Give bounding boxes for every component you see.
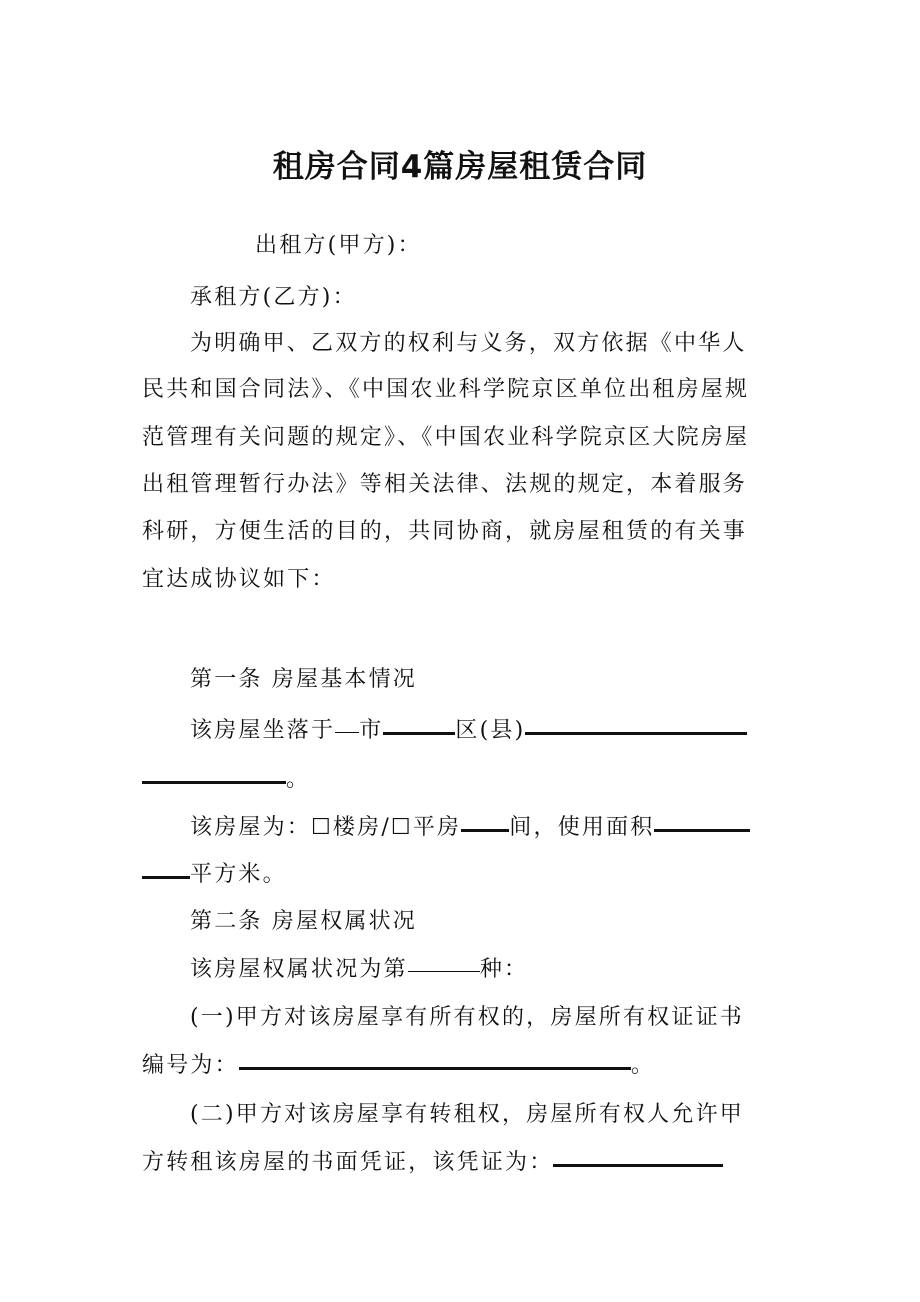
- area-unit: 平方米。: [190, 862, 287, 887]
- voucher-label: 方转租该房屋的书面凭证，该凭证为：: [142, 1150, 554, 1175]
- item-1-line-2: [142, 1046, 655, 1086]
- ownership-status-line: [190, 950, 528, 990]
- ownership-type-blank: [408, 971, 480, 972]
- item-1-line-1: (一)甲方对该房屋享有所有权的，房屋所有权证证书: [190, 1005, 744, 1030]
- location-text-3: 区(县): [455, 718, 526, 743]
- intro-line-6: 宜达成协议如下：: [142, 567, 336, 592]
- house-type-text: 该房屋为：☐楼房/☐平房: [190, 815, 462, 840]
- area-blank-1: [654, 829, 750, 832]
- ownership-status-text: 该房屋权属状况为第: [190, 957, 408, 982]
- address-blank-1: [525, 732, 747, 735]
- article-1-heading: 第一条 房屋基本情况: [190, 667, 417, 692]
- intro-line-1: 为明确甲、乙双方的权利与义务，双方依据《中华人: [190, 331, 747, 356]
- intro-line-4: 出租管理暂行办法》等相关法律、法规的规定，本着服务: [142, 472, 748, 497]
- intro-line-2: 民共和国合同法》、《中国农业科学院京区单位出租房屋规: [142, 377, 750, 402]
- house-type-line-2: [142, 855, 287, 895]
- area-text: 间，使用面积: [509, 815, 655, 840]
- address-blank-2: [142, 781, 286, 784]
- article-2-heading: 第二条 房屋权属状况: [190, 909, 417, 934]
- party-b-label: 承租方(乙方)：: [190, 285, 357, 310]
- certificate-label: 编号为：: [142, 1053, 239, 1078]
- location-line-2: [142, 760, 310, 800]
- location-text-1: 该房屋坐落于: [190, 718, 336, 743]
- intro-line-5: 科研，方便生活的目的，共同协商，就房屋租赁的有关事: [142, 519, 748, 544]
- rooms-blank: [461, 829, 509, 832]
- item-2-line-2: [142, 1143, 723, 1183]
- area-blank-2: [142, 876, 190, 879]
- district-blank: [383, 732, 455, 735]
- certificate-end: 。: [630, 1053, 656, 1078]
- voucher-blank: [553, 1164, 723, 1167]
- document-title: 租房合同4篇房屋租赁合同: [272, 149, 648, 185]
- house-type-line: [190, 808, 750, 848]
- certificate-number-blank: [239, 1067, 631, 1070]
- ownership-status-end: 种：: [479, 957, 529, 982]
- location-text-2: 市: [359, 718, 384, 743]
- city-blank: [335, 732, 359, 733]
- location-line: [190, 711, 747, 751]
- intro-line-3: 范管理有关问题的规定》、《中国农业科学院京区大院房屋: [142, 425, 750, 450]
- location-end: 。: [286, 767, 311, 792]
- party-a-label: 出租方(甲方)：: [255, 233, 422, 258]
- item-2-line-1: (二)甲方对该房屋享有转租权，房屋所有权人允许甲: [190, 1102, 744, 1127]
